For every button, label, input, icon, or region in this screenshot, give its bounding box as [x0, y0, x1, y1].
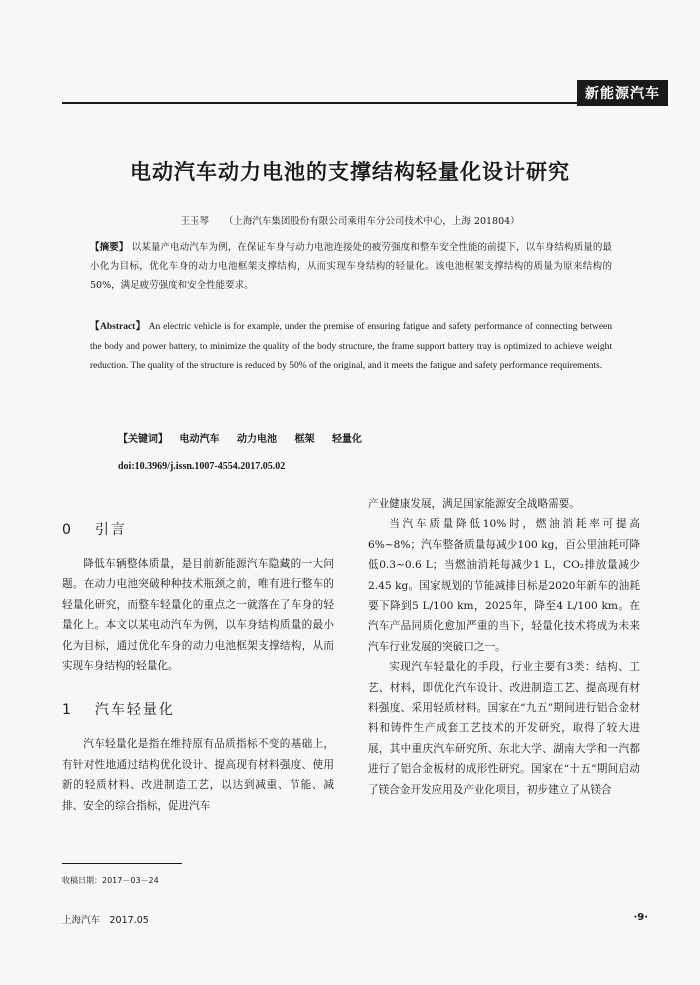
abstract-cn [90, 238, 612, 295]
abstract-en-label: 【Abstract】 [90, 322, 146, 332]
footnote-rule [62, 863, 182, 864]
keyword: 轻量化 [331, 434, 362, 445]
abstract-cn-text: 以某量产电动汽车为例，在保证车身与动力电池连接处的疲劳强度和整车安全性能的前提下，以车身结构质量的最小化为目标，优化车身的动力电池框架支撑结构，从而实现车身结构的轻量化。该电池框架支撑结构的质量为原来结构的50%，满足疲劳强度和安全性能要求。 [90, 242, 612, 291]
author-name: 王玉琴 [180, 216, 209, 227]
journal-footer: 上海汽车 2017.05 [62, 915, 149, 926]
section-title: 汽车轻量化 [94, 702, 175, 719]
section-title: 引言 [94, 522, 127, 538]
paragraph: 产业健康发展，满足国家能源安全战略需要。 [368, 498, 580, 510]
keyword: 动力电池 [236, 434, 277, 445]
section-number: 1 [62, 702, 73, 719]
keyword: 框架 [294, 434, 315, 445]
paragraph: 当汽车质量降低10%时，燃油消耗率可提高6%~8%；汽车整备质量每减少100 kg，百公里油耗可降低0.3~0.6 L；当燃油消耗每减少1 L，CO₂排放量减少2.45 kg。国家规划的节能减排目标是2020年新车的油耗要下降到5 L/100 km，2025年，降至4 L/100 km。在汽车产品同质化愈加严重的当下，轻量化技术将成为未来汽车行业发展的突破口之一。 [368, 518, 640, 653]
abstract-en [90, 318, 612, 377]
keywords [118, 430, 368, 445]
author-affiliation: （上海汽车集团股份有限公司乘用车分公司技术中心，上海 201804） [223, 216, 520, 227]
doi: doi:10.3969/j.issn.1007-4554.2017.05.02 [118, 461, 286, 472]
page-number: ·9· [633, 912, 648, 923]
author-line [0, 213, 700, 227]
paragraph: 实现汽车轻量化的手段，行业主要有3类：结构、工艺、材料，即优化汽车设计、改进制造工艺、提高现有材料强度、采用轻质材料。国家在“九五”期间进行铝合金材料和铸件生产成套工艺技术的开发研究，取得了较大进展，其中重庆汽车研究所、东北大学、湖南大学和一汽都进行了铝合金板材的成形性研究。国家在“十五”期间启动了镁合金开发应用及产业化项目，初步建立了从镁合 [368, 661, 640, 796]
keyword: 电动汽车 [179, 434, 220, 445]
section-tag: 新能源汽车 [577, 80, 668, 106]
received-date: 收稿日期：2017－03－24 [62, 876, 159, 885]
left-column [62, 520, 334, 816]
section-number: 0 [62, 522, 73, 538]
section-0-heading [62, 520, 334, 554]
article-title: 电动汽车动力电池的支撑结构轻量化设计研究 [130, 160, 570, 184]
paragraph: 降低车辆整体质量，是目前新能源汽车隐藏的一大问题。在动力电池突破种种技术瓶颈之前，唯有进行整车的轻量化研究，而整车轻量化的重点之一就落在了车身的轻量化上。本文以某电动汽车为例，以车身结构质量的最小化为目标，通过优化车身的动力电池框架支撑结构，从而实现车身结构的轻量化。 [62, 558, 334, 673]
paragraph: 汽车轻量化是指在维持原有品质指标不变的基础上，有针对性地通过结构优化设计、提高现有材料强度、使用新的轻质材料、改进制造工艺，以达到减重、节能、减排、安全的综合指标，促进汽车 [62, 738, 334, 812]
keywords-label: 【关键词】 [118, 434, 168, 445]
abstract-cn-label: 【摘要】 [90, 242, 129, 253]
header-rule [62, 102, 668, 104]
abstract-en-text: An electric vehicle is for example, under the premise of ensuring fatigue and safety performance of connecting between the body and power battery, to minimize the quality of the body structure, the frame support battery tray is optimized to achieve weight reduction. The quality of the structure is reduced by 50% of the original, and it meets the fatigue and safety performance requirements. [90, 322, 613, 371]
section-1-heading [62, 700, 334, 734]
right-column [368, 494, 640, 800]
